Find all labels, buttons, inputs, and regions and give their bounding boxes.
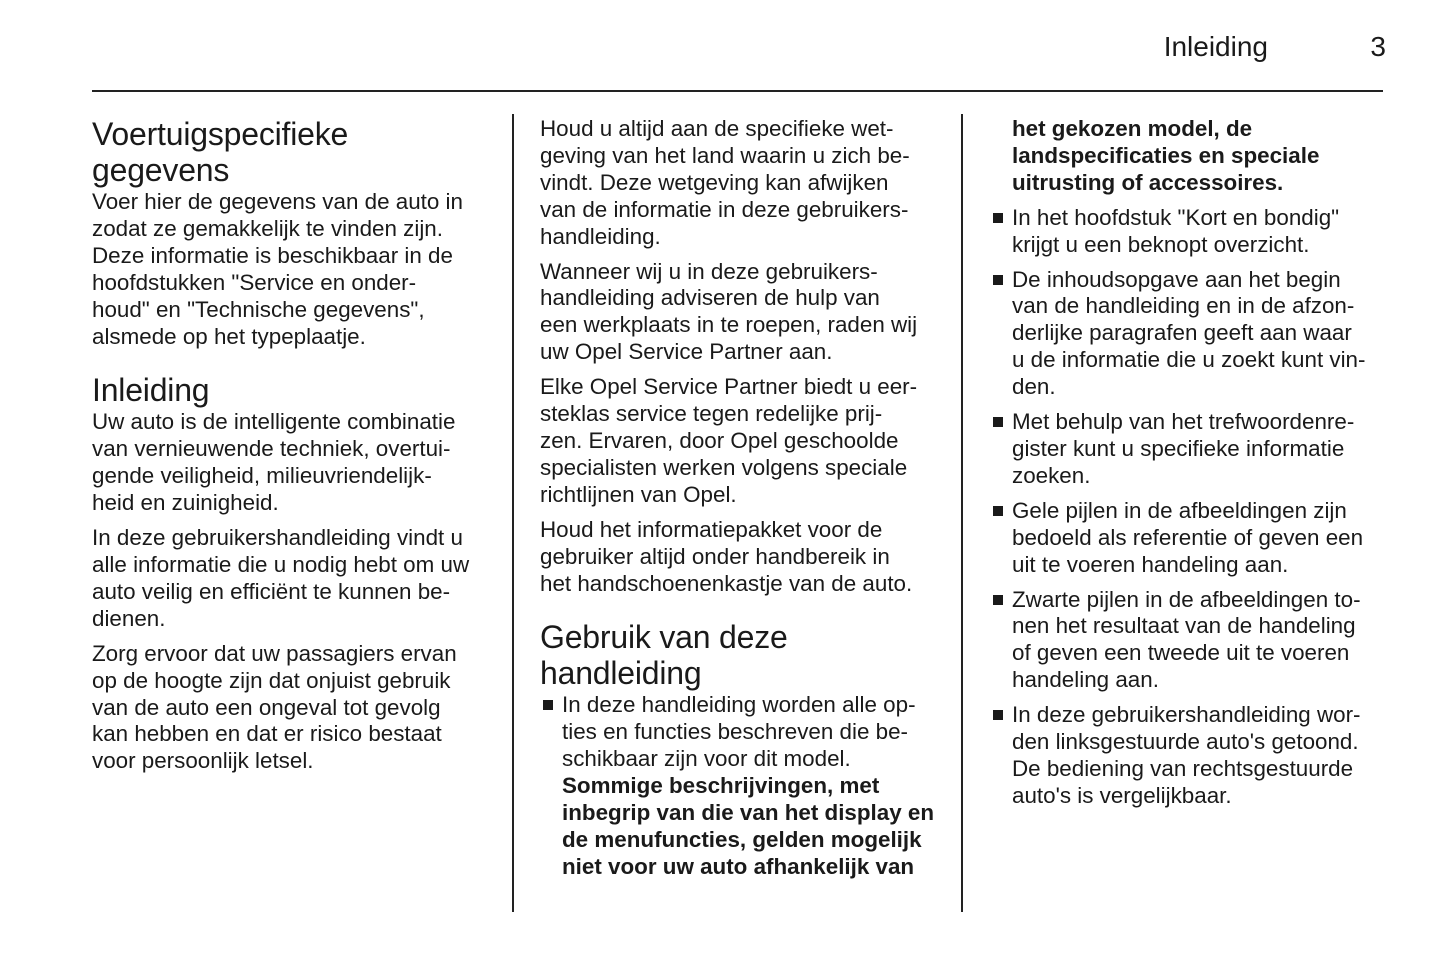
list-item: Zwarte pijlen in de afbeeldingen to- nen het resultaat van de handeling of geven een tweede uit te voeren handeling aan. (990, 587, 1386, 695)
square-bullet-icon (543, 700, 553, 710)
section-heading-using-manual: Gebruik van deze handleiding (540, 619, 788, 692)
square-bullet-icon (993, 417, 1003, 427)
paragraph: Wanneer wij u in deze gebruikers- handleiding adviseren de hulp van een werkplaats in te roepen, raden wij uw Opel Service Partner aan. (540, 258, 918, 365)
paragraph: Houd het informatiepakket voor de gebruiker altijd onder handbereik in het handschoenenkastje van de auto. (540, 516, 913, 596)
section-heading-vehicle-data: Voertuigspecifieke gegevens (92, 116, 349, 188)
list-item: De inhoudsopgave aan het begin van de handleiding en in de afzon- derlijke paragrafen geeft aan waar u de informatie die u zoekt kunt vin- den. (990, 267, 1386, 402)
square-bullet-icon (993, 506, 1003, 516)
running-header-title: Inleiding (1163, 31, 1268, 62)
section-heading-introduction: Inleiding (92, 372, 210, 409)
column-1 (92, 116, 496, 775)
list-item: In het hoofdstuk "Kort en bondig" krijgt u een beknopt overzicht. (990, 205, 1386, 259)
bold-note: Sommige beschrijvingen, met inbegrip van die van het display en de menufuncties, gelden mogelijk niet voor uw auto afhankelijk van (562, 773, 935, 879)
column-divider-1 (512, 114, 514, 912)
paragraph: Voer hier de gegevens van de auto in zodat ze gemakkelijk te vinden zijn. Deze informatie is beschikbaar in de hoofdstukken "Service en onder- houd" en "Technische gegevens", alsmede op het typeplaatje. (92, 189, 463, 349)
square-bullet-icon (993, 595, 1003, 605)
list-item: In deze handleiding worden alle op- ties en functies beschreven die be- schikbaar zijn voor dit model. Sommige beschrijvingen, met inbegrip van die van het display en de menufuncties, gelden mogelijk niet voor uw auto afhankelijk van (540, 692, 940, 880)
paragraph: Elke Opel Service Partner biedt u eer- steklas service tegen redelijke prij- zen. Ervaren, door Opel geschoolde specialisten werken volgens speciale richtlijnen van Opel. (540, 374, 918, 507)
bullet-list (540, 692, 940, 880)
column-divider-2 (961, 114, 963, 912)
square-bullet-icon (993, 275, 1003, 285)
paragraph: Houd u altijd aan de specifieke wet- geving van het land waarin u zich be- vindt. Deze wetgeving kan afwijken van de informatie in deze gebruikers- handleiding. (540, 116, 910, 249)
bold-note-continuation: het gekozen model, de landspecificaties en speciale uitrusting of accessoires. (1012, 116, 1320, 195)
paragraph: Zorg ervoor dat uw passagiers ervan op de hoogte zijn dat onjuist gebruik van de auto een ongeval tot gevolg kan hebben en dat er risico bestaat voor persoonlijk letsel. (92, 640, 457, 774)
list-item: Gele pijlen in de afbeeldingen zijn bedoeld als referentie of geven een uit te voeren handeling aan. (990, 498, 1386, 579)
square-bullet-icon (993, 710, 1003, 720)
list-item: In deze gebruikershandleiding wor- den linksgestuurde auto's getoond. De bediening van rechtsgestuurde auto's is vergelijkbaar. (990, 702, 1386, 810)
column-3 (990, 116, 1386, 810)
paragraph: Uw auto is de intelligente combinatie van vernieuwende techniek, overtui- gende veiligheid, milieuvriendelijk- heid en zuinigheid. (92, 409, 456, 516)
column-2 (540, 116, 940, 881)
paragraph: In deze gebruikershandleiding vindt u alle informatie die u nodig hebt om uw auto veilig en efficiënt te kunnen be- dienen. (92, 525, 470, 631)
list-item: Met behulp van het trefwoordenre- gister kunt u specifieke informatie zoeken. (990, 409, 1386, 490)
bullet-list (990, 205, 1386, 810)
page-number: 3 (1370, 31, 1386, 62)
square-bullet-icon (993, 213, 1003, 223)
header-rule (92, 90, 1383, 92)
